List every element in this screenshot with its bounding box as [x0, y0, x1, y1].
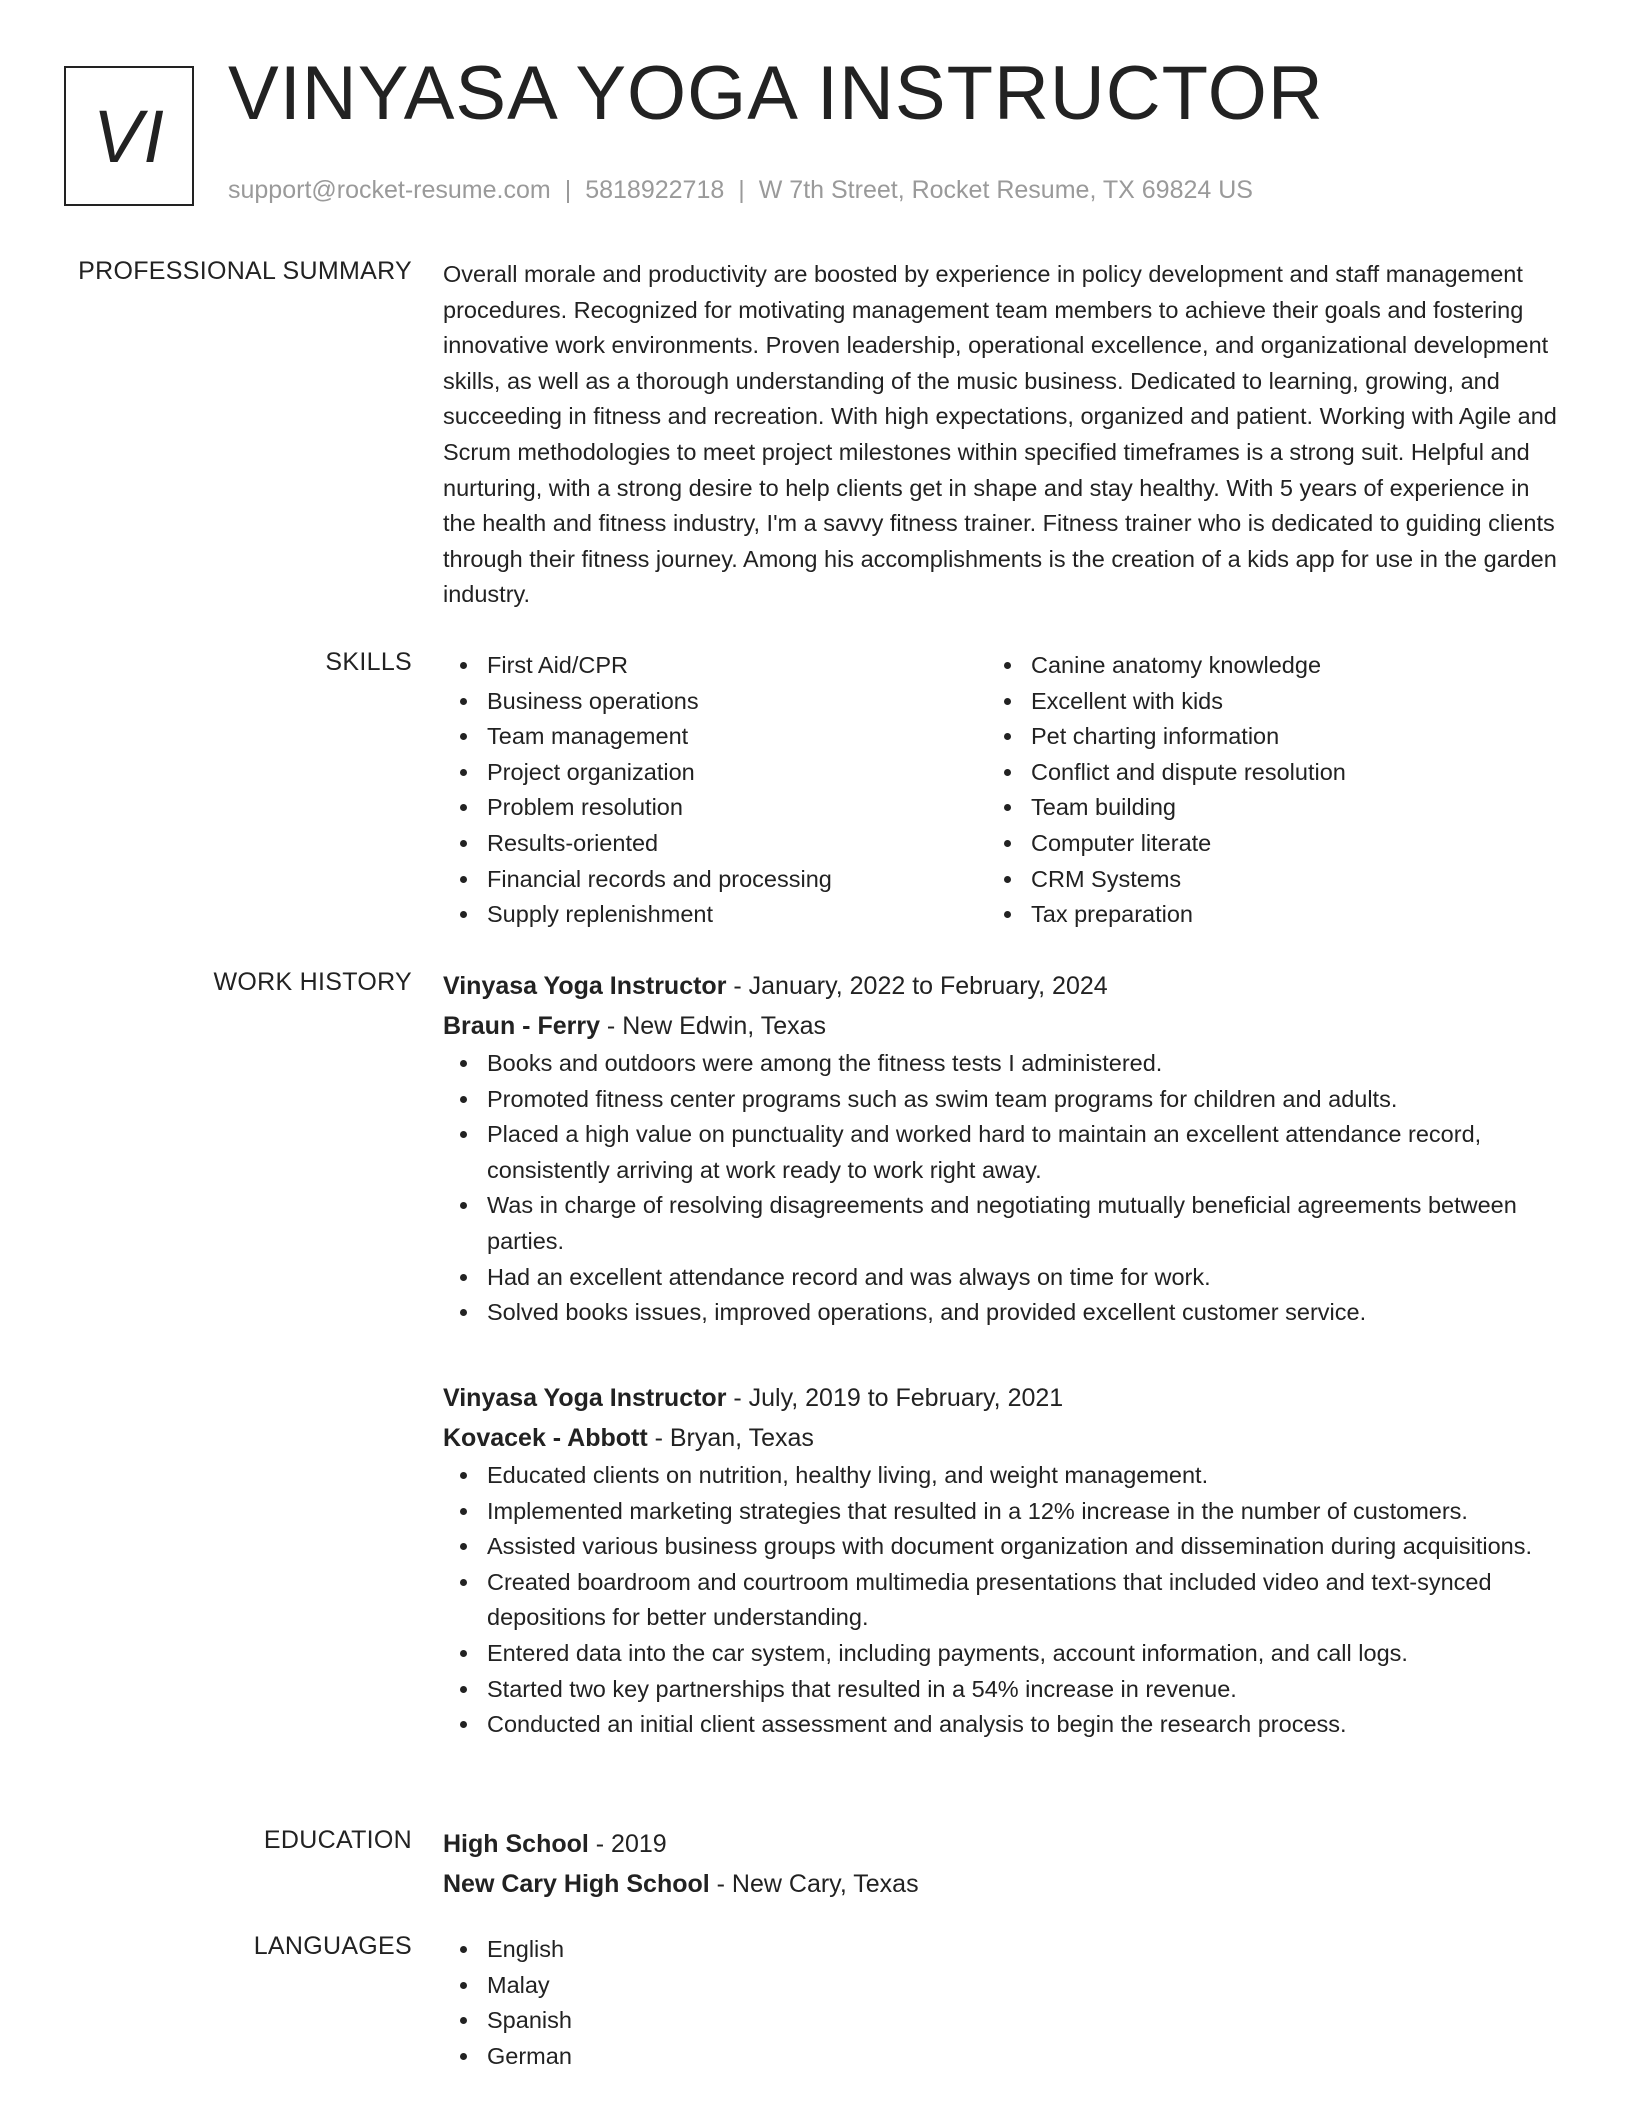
monogram: VI: [64, 66, 194, 206]
job-company: Kovacek - Abbott: [443, 1424, 648, 1452]
job-bullet: Placed a high value on punctuality and worked hard to maintain an excellent attendance record, consistently arriving at work ready to work right away.: [443, 1117, 1558, 1188]
skill-item: Computer literate: [987, 826, 1547, 862]
summary-label: PROFESSIONAL SUMMARY: [78, 257, 412, 285]
job-title: Vinyasa Yoga Instructor: [443, 972, 727, 1000]
job-bullet: Educated clients on nutrition, healthy living, and weight management.: [443, 1458, 1558, 1494]
languages-label: LANGUAGES: [253, 1932, 412, 1960]
education-entry: [443, 1824, 1558, 1904]
contact-email: support@rocket-resume.com: [228, 176, 551, 204]
skills-list-left: [443, 648, 983, 933]
job-bullet: Books and outdoors were among the fitness tests I administered.: [443, 1046, 1558, 1082]
job-bullet: Promoted fitness center programs such as swim team programs for children and adults.: [443, 1082, 1558, 1118]
contact-phone: 5818922718: [585, 176, 725, 204]
job-bullet: Had an excellent attendance record and was always on time for work.: [443, 1260, 1558, 1296]
education-location: - New Cary, Texas: [709, 1870, 919, 1898]
job-title-line: [443, 1378, 1558, 1418]
language-item: English: [443, 1932, 1558, 1968]
skill-item: Tax preparation: [987, 897, 1547, 933]
job-dates: - July, 2019 to February, 2021: [726, 1384, 1064, 1412]
work-history-label: WORK HISTORY: [213, 968, 412, 996]
skill-item: Pet charting information: [987, 719, 1547, 755]
skill-item: Supply replenishment: [443, 897, 983, 933]
job-bullet: Solved books issues, improved operations, and provided excellent customer service.: [443, 1295, 1558, 1331]
contact-separator: |: [738, 176, 745, 204]
skills-section: [443, 648, 1558, 938]
job-bullet: Assisted various business groups with document organization and dissemination during acquisitions.: [443, 1529, 1558, 1565]
page-title: VINYASA YOGA INSTRUCTOR: [228, 51, 1324, 136]
skill-item: Business operations: [443, 684, 983, 720]
skill-item: Excellent with kids: [987, 684, 1547, 720]
job-bullet: Started two key partnerships that resulted in a 54% increase in revenue.: [443, 1672, 1558, 1708]
education-degree-line: [443, 1824, 1558, 1864]
contact-address: W 7th Street, Rocket Resume, TX 69824 US: [758, 176, 1253, 204]
job-location: - New Edwin, Texas: [599, 1012, 826, 1040]
job-company-line: [443, 1006, 1558, 1046]
language-item: German: [443, 2039, 1558, 2075]
languages-list: [443, 1932, 1558, 2074]
education-label: EDUCATION: [263, 1826, 412, 1854]
summary-text: Overall morale and productivity are boosted by experience in policy development and staff management procedures. Recognized for motivating management team members to achieve their goals and fostering innovative work environments. Proven leadership, operational excellence, and organizational development skills, as well as a thorough understanding of the music business. Dedicated to learning, growing, and succeeding in fitness and recreation. With high expectations, organized and patient. Working with Agile and Scrum methodologies to meet project milestones within specified timeframes is a strong suit. Helpful and nurturing, with a strong desire to help clients get in shape and stay healthy. With 5 years of experience in the health and fitness industry, I'm a savvy fitness trainer. Fitness trainer who is dedicated to guiding clients through their fitness journey. Among his accomplishments is the creation of a kids app for use in the garden industry.: [443, 261, 1557, 608]
job-bullets: [443, 1458, 1558, 1743]
job-bullet: Was in charge of resolving disagreements and negotiating mutually beneficial agreements between parties.: [443, 1188, 1558, 1259]
education-year: - 2019: [588, 1830, 667, 1858]
job-company: Braun - Ferry: [443, 1012, 600, 1040]
education-school-line: [443, 1864, 1558, 1904]
skills-list-right: [987, 648, 1547, 933]
skill-item: Team building: [987, 790, 1547, 826]
job-bullet: Created boardroom and courtroom multimedia presentations that included video and text-synced depositions for better understanding.: [443, 1565, 1558, 1636]
job-dates: - January, 2022 to February, 2024: [726, 972, 1108, 1000]
job-bullet: Entered data into the car system, including payments, account information, and call logs.: [443, 1636, 1558, 1672]
job-title-line: [443, 966, 1558, 1006]
skill-item: Results-oriented: [443, 826, 983, 862]
skills-label: SKILLS: [325, 648, 412, 676]
language-item: Spanish: [443, 2003, 1558, 2039]
languages-section: [443, 1932, 1558, 2074]
job-company-line: [443, 1418, 1558, 1458]
language-item: Malay: [443, 1968, 1558, 2004]
education-school: New Cary High School: [443, 1870, 710, 1898]
job-bullet: Implemented marketing strategies that resulted in a 12% increase in the number of customers.: [443, 1494, 1558, 1530]
skill-item: Project organization: [443, 755, 983, 791]
skill-item: First Aid/CPR: [443, 648, 983, 684]
skill-item: Conflict and dispute resolution: [987, 755, 1547, 791]
job-entry: [443, 1378, 1558, 1743]
skill-item: Financial records and processing: [443, 862, 983, 898]
education-degree: High School: [443, 1830, 589, 1858]
job-bullets: [443, 1046, 1558, 1331]
job-entry: [443, 966, 1558, 1331]
job-bullet: Conducted an initial client assessment and analysis to begin the research process.: [443, 1707, 1558, 1743]
job-location: - Bryan, Texas: [647, 1424, 814, 1452]
job-title: Vinyasa Yoga Instructor: [443, 1384, 727, 1412]
contact-line: [228, 176, 1253, 205]
contact-separator: |: [564, 176, 572, 204]
skill-item: CRM Systems: [987, 862, 1547, 898]
skill-item: Problem resolution: [443, 790, 983, 826]
skill-item: Canine anatomy knowledge: [987, 648, 1547, 684]
skill-item: Team management: [443, 719, 983, 755]
summary-section: [443, 257, 1558, 613]
